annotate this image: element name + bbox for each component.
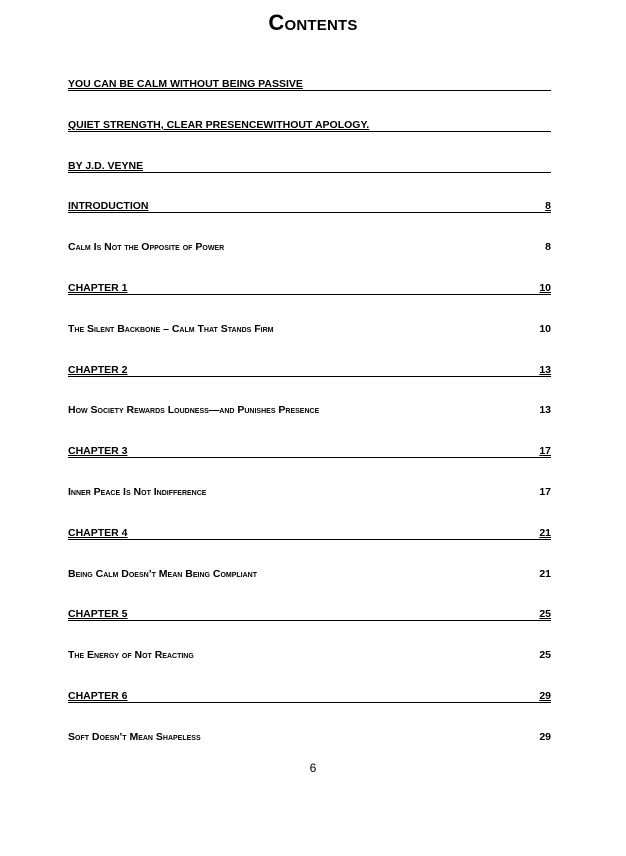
toc-entry-label: The Energy of Not Reacting (68, 649, 194, 662)
toc-entry-page: 25 (539, 649, 551, 662)
toc-entry-label: INTRODUCTION (68, 200, 149, 213)
toc-entry-chapter-6[interactable] (68, 682, 551, 723)
toc-entry-author[interactable] (68, 152, 551, 193)
toc-entry-label: QUIET STRENGTH, CLEAR PRESENCEWITHOUT APOLOGY. (68, 118, 370, 131)
toc-entry-page: 10 (539, 281, 551, 294)
toc-entry-chapter-6-title[interactable] (68, 723, 551, 764)
toc-entry-subtitle[interactable] (68, 111, 551, 152)
toc-entry-label: CHAPTER 6 (68, 689, 128, 702)
page-number: 6 (309, 761, 317, 775)
toc-entry-label: CHAPTER 2 (68, 363, 128, 376)
toc-entry-page: 8 (545, 241, 551, 254)
toc-entry-page: 8 (545, 200, 551, 213)
toc-entry-label: Being Calm Doesn’t Mean Being Compliant (68, 567, 257, 580)
toc-entry-page: 17 (539, 485, 551, 498)
toc-entry-chapter-1-title[interactable] (68, 315, 551, 356)
toc-entry-page: 13 (539, 363, 551, 376)
toc-entry-chapter-3[interactable] (68, 437, 551, 478)
toc-entry-book-title[interactable] (68, 70, 551, 111)
toc-entry-chapter-4[interactable] (68, 519, 551, 560)
toc-entry-introduction[interactable] (68, 192, 551, 233)
toc-entry-chapter-5-title[interactable] (68, 641, 551, 682)
toc-entry-page: 13 (539, 404, 551, 417)
toc-entry-page: 25 (539, 608, 551, 621)
page-title: Contents (268, 10, 358, 35)
toc-entry-chapter-4-title[interactable] (68, 560, 551, 601)
toc-entry-page: 29 (539, 689, 551, 702)
toc-entry-page: 10 (539, 322, 551, 335)
toc-entry-label: The Silent Backbone – Calm That Stands Firm (68, 322, 274, 335)
table-of-contents (68, 70, 551, 764)
toc-entry-label: How Society Rewards Loudness—and Punishes Presence (68, 404, 320, 417)
toc-entry-chapter-5[interactable] (68, 600, 551, 641)
toc-entry-label: CHAPTER 4 (68, 526, 128, 539)
toc-entry-chapter-2-title[interactable] (68, 396, 551, 437)
toc-entry-chapter-3-title[interactable] (68, 478, 551, 519)
toc-entry-label: CHAPTER 5 (68, 608, 128, 621)
toc-entry-label: BY J.D. VEYNE (68, 159, 144, 172)
toc-entry-chapter-2[interactable] (68, 356, 551, 397)
toc-entry-label: YOU CAN BE CALM WITHOUT BEING PASSIVE (68, 78, 303, 90)
toc-entry-label: Calm Is Not the Opposite of Power (68, 241, 225, 254)
toc-entry-label: CHAPTER 1 (68, 281, 128, 294)
toc-entry-introduction-title[interactable] (68, 233, 551, 274)
toc-entry-page: 17 (539, 445, 551, 458)
toc-entry-label: CHAPTER 3 (68, 445, 128, 458)
toc-entry-page: 21 (539, 526, 551, 539)
toc-entry-page: 29 (539, 730, 551, 743)
toc-entry-page: 21 (539, 567, 551, 580)
toc-entry-chapter-1[interactable] (68, 274, 551, 315)
toc-entry-label: Inner Peace Is Not Indifference (68, 485, 207, 498)
toc-entry-label: Soft Doesn’t Mean Shapeless (68, 730, 201, 743)
